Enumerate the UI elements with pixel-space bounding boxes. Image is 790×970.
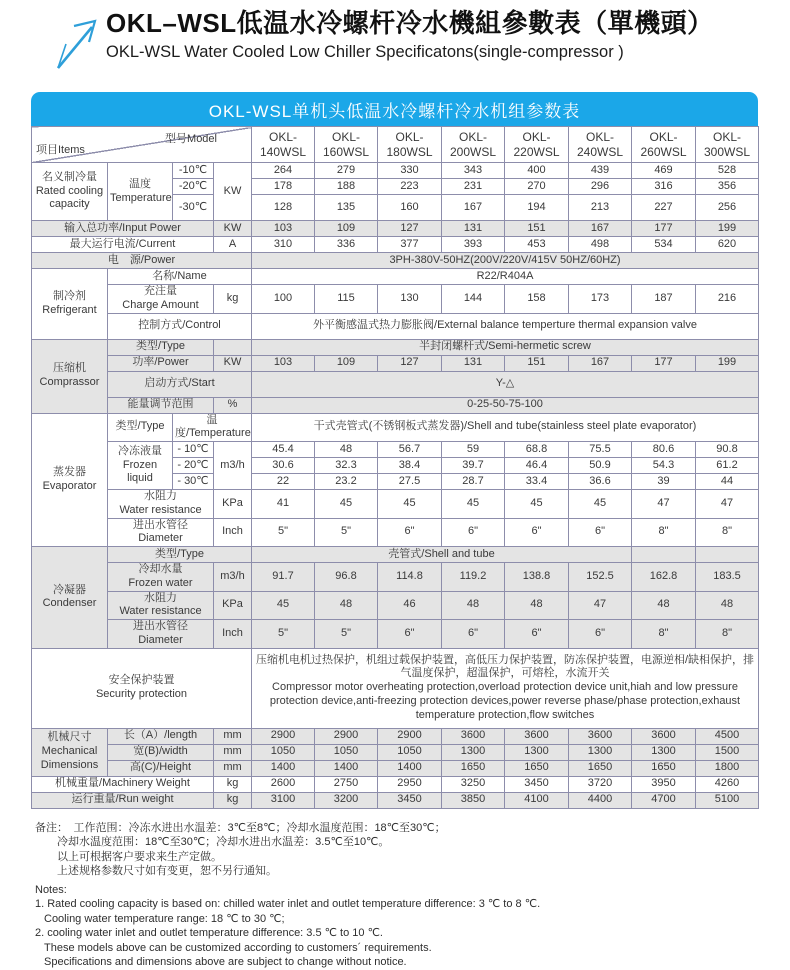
value-cell: 1800 — [696, 760, 759, 776]
value-cell: 2900 — [378, 728, 442, 744]
value-cell: 8" — [696, 620, 759, 649]
value-cell: 270 — [505, 179, 569, 195]
value-cell: 3450 — [378, 792, 442, 808]
row-label: 高(C)/Height — [108, 760, 214, 776]
value-cell: 4700 — [632, 792, 696, 808]
row-label: 类型/Type — [108, 547, 252, 563]
value-cell: 46.4 — [505, 458, 569, 474]
model-col-header: OKL- 180WSL — [378, 127, 442, 163]
value-cell: 3200 — [315, 792, 378, 808]
value-cell: 103 — [252, 221, 315, 237]
unit-cell: Inch — [214, 518, 252, 547]
page-title-zh: OKL–WSL低温水冷螺杆冷水機組參數表（單機頭） — [106, 8, 714, 38]
note-line-en: Specifications and dimensions above are subject to change without notice. — [44, 956, 407, 968]
value-cell: 167 — [569, 221, 632, 237]
value-cell: 48 — [442, 591, 505, 620]
merged-value: 0-25-50-75-100 — [252, 397, 759, 413]
value-cell: 177 — [632, 355, 696, 371]
group-label-evaporator: 蒸发器 Evaporator — [32, 413, 108, 547]
value-cell: 33.4 — [505, 474, 569, 490]
value-cell: 4400 — [569, 792, 632, 808]
value-cell: 199 — [696, 221, 759, 237]
value-cell: 96.8 — [315, 563, 378, 592]
row-label: 冷冻液量 Frozen liquid — [108, 442, 173, 490]
row-label: 宽(B)/width — [108, 744, 214, 760]
evaporator-type-row — [32, 413, 759, 442]
value-cell: 2900 — [252, 728, 315, 744]
value-cell: 2750 — [315, 776, 378, 792]
note-line-en: 1. Rated cooling capacity is based on: chilled water inlet and outlet temperature difference: 3 ℃ to 8 ℃. — [35, 898, 541, 910]
spec-sheet — [31, 92, 758, 809]
width-row — [32, 744, 759, 760]
value-cell: 5" — [252, 620, 315, 649]
row-label: 启动方式/Start — [108, 371, 252, 397]
unit-cell: KW — [214, 221, 252, 237]
group-label-capacity: 名义制冷量 Rated cooling capacity — [32, 163, 108, 221]
temp-tick: - 20℃ — [173, 458, 214, 474]
value-cell: 45 — [505, 490, 569, 519]
page-header — [0, 0, 790, 92]
value-cell: 47 — [696, 490, 759, 519]
unit-cell: Inch — [214, 620, 252, 649]
value-cell: 1300 — [569, 744, 632, 760]
value-cell: 227 — [632, 195, 696, 221]
value-cell: 6" — [505, 620, 569, 649]
compressor-type-row — [32, 339, 759, 355]
temp-tick: - 10℃ — [173, 442, 214, 458]
value-cell: 128 — [252, 195, 315, 221]
value-cell: 4100 — [505, 792, 569, 808]
model-header: 型号Model — [165, 133, 217, 145]
value-cell: 61.2 — [696, 458, 759, 474]
security-description — [252, 648, 759, 728]
energy-range-row — [32, 397, 759, 413]
note-line-zh: 冷却水温度范围：18℃至30℃；冷却水进出水温差：3.5℃至10℃。 — [57, 836, 390, 848]
value-cell: 8" — [696, 518, 759, 547]
value-cell: 167 — [442, 195, 505, 221]
power-supply-row — [32, 253, 759, 269]
group-label-refrigerant: 制冷剂 Refrigerant — [32, 269, 108, 340]
value-cell: 22 — [252, 474, 315, 490]
value-cell: 3600 — [442, 728, 505, 744]
group-label-security: 安全保护装置 Security protection — [32, 648, 252, 728]
value-cell: 8" — [632, 620, 696, 649]
value-cell: 343 — [442, 163, 505, 179]
note-line-en: Cooling water temperature range: 18 ℃ to 30 ℃; — [44, 912, 285, 925]
value-cell: 1650 — [632, 760, 696, 776]
value-cell: 130 — [378, 285, 442, 314]
value-cell: 3600 — [505, 728, 569, 744]
value-cell: 5100 — [696, 792, 759, 808]
value-cell: 59 — [442, 442, 505, 458]
security-row — [32, 648, 759, 728]
model-col-header: OKL- 140WSL — [252, 127, 315, 163]
value-cell: 158 — [505, 285, 569, 314]
value-cell: 45 — [378, 490, 442, 519]
model-col-header: OKL- 240WSL — [569, 127, 632, 163]
row-label: 最大运行电流/Current — [32, 237, 214, 253]
row-label: 名称/Name — [108, 269, 252, 285]
value-cell: 48 — [505, 591, 569, 620]
unit-cell: % — [214, 397, 252, 413]
value-cell: 48 — [632, 591, 696, 620]
group-label-dimensions: 机械尺寸 Mechanical Dimensions — [32, 728, 108, 776]
value-cell: 6" — [442, 620, 505, 649]
row-label: 水阻力 Water resistance — [108, 490, 214, 519]
value-cell: 36.6 — [569, 474, 632, 490]
value-cell: 91.7 — [252, 563, 315, 592]
value-cell: 138.8 — [505, 563, 569, 592]
unit-cell: kg — [214, 776, 252, 792]
value-cell: 6" — [378, 620, 442, 649]
note-line-en: These models above can be customized according to customers´ requirements. — [44, 941, 432, 954]
unit-cell: mm — [214, 760, 252, 776]
unit-cell: KPa — [214, 490, 252, 519]
value-cell: 213 — [569, 195, 632, 221]
value-cell: 528 — [696, 163, 759, 179]
empty-cell — [696, 547, 759, 563]
value-cell: 32.3 — [315, 458, 378, 474]
temp-label: 温度 Temperature — [108, 163, 173, 221]
evap-resistance-row — [32, 490, 759, 519]
merged-value: 壳管式/Shell and tube — [252, 547, 632, 563]
value-cell: 47 — [569, 591, 632, 620]
value-cell: 54.3 — [632, 458, 696, 474]
value-cell: 45 — [315, 490, 378, 519]
value-cell: 3250 — [442, 776, 505, 792]
value-cell: 6" — [378, 518, 442, 547]
row-label: 输入总功率/Input Power — [32, 221, 214, 237]
value-cell: 48 — [696, 591, 759, 620]
note-line-zh: 以上可根据客户要求来生产定做。 — [57, 850, 222, 863]
value-cell: 1400 — [252, 760, 315, 776]
height-row — [32, 760, 759, 776]
value-cell: 256 — [696, 195, 759, 221]
value-cell: 80.6 — [632, 442, 696, 458]
value-cell: 109 — [315, 221, 378, 237]
value-cell: 39.7 — [442, 458, 505, 474]
value-cell: 131 — [442, 221, 505, 237]
value-cell: 162.8 — [632, 563, 696, 592]
unit-cell: KW — [214, 163, 252, 221]
row-label: 长（A）/length — [108, 728, 214, 744]
unit-cell: kg — [214, 285, 252, 314]
value-cell: 330 — [378, 163, 442, 179]
value-cell: 152.5 — [569, 563, 632, 592]
value-cell: 2900 — [315, 728, 378, 744]
value-cell: 2600 — [252, 776, 315, 792]
value-cell: 41 — [252, 490, 315, 519]
value-cell: 316 — [632, 179, 696, 195]
cond-resistance-row — [32, 591, 759, 620]
value-cell: 5" — [252, 518, 315, 547]
value-cell: 56.7 — [378, 442, 442, 458]
value-cell: 47 — [632, 490, 696, 519]
value-cell: 173 — [569, 285, 632, 314]
note-line-en: Notes: — [35, 883, 67, 896]
value-cell: 90.8 — [696, 442, 759, 458]
row-label: 进出水管径 Diameter — [108, 620, 214, 649]
value-cell: 48 — [315, 442, 378, 458]
refrigerant-name-row — [32, 269, 759, 285]
row-label: 充注量 Charge Amount — [108, 285, 214, 314]
value-cell: 4500 — [696, 728, 759, 744]
value-cell: 27.5 — [378, 474, 442, 490]
note-line-zh: 备注： 工作范围：冷冻水进出水温差：3℃至8℃；冷却水温度范围：18℃至30℃； — [35, 821, 446, 834]
input-power-row — [32, 221, 759, 237]
row-label: 电 源/Power — [32, 253, 252, 269]
value-cell: 3720 — [569, 776, 632, 792]
temp-tick: -30℃ — [173, 195, 214, 221]
value-cell: 28.7 — [442, 474, 505, 490]
length-row — [32, 728, 759, 744]
value-cell: 1300 — [632, 744, 696, 760]
value-cell: 620 — [696, 237, 759, 253]
capacity-row-10 — [32, 163, 759, 179]
corner-cell — [32, 127, 252, 163]
value-cell: 1050 — [378, 744, 442, 760]
value-cell: 45 — [442, 490, 505, 519]
value-cell: 469 — [632, 163, 696, 179]
machinery-weight-row — [32, 776, 759, 792]
frozen-liquid-row-10 — [32, 442, 759, 458]
value-cell: 151 — [505, 221, 569, 237]
value-cell: 1400 — [378, 760, 442, 776]
unit-cell: kg — [214, 792, 252, 808]
value-cell: 3600 — [632, 728, 696, 744]
value-cell: 1050 — [315, 744, 378, 760]
model-header-row — [32, 127, 759, 163]
merged-value: 3PH-380V-50HZ(200V/220V/415V 50HZ/60HZ) — [252, 253, 759, 269]
group-label-compressor: 压缩机 Comprassor — [32, 339, 108, 413]
current-row — [32, 237, 759, 253]
value-cell: 356 — [696, 179, 759, 195]
value-cell: 103 — [252, 355, 315, 371]
model-col-header: OKL- 300WSL — [696, 127, 759, 163]
temp-tick: -20℃ — [173, 179, 214, 195]
value-cell: 3850 — [442, 792, 505, 808]
unit-cell: m3/h — [214, 442, 252, 490]
merged-value: Y-△ — [252, 371, 759, 397]
value-cell: 160 — [378, 195, 442, 221]
security-text-en: Compressor motor overheating protection,overload protection device unit,hiah and low pressure protection device,anti-freezing protection devices,power reverse phase/phase protection,exhaust temperature protection,flow switches — [269, 681, 741, 721]
value-cell: 1500 — [696, 744, 759, 760]
value-cell: 1650 — [569, 760, 632, 776]
value-cell: 46 — [378, 591, 442, 620]
value-cell: 5" — [315, 518, 378, 547]
temp-tick: - 30℃ — [173, 474, 214, 490]
value-cell: 2950 — [378, 776, 442, 792]
row-label: 温度/Temperature — [173, 413, 252, 442]
row-label: 类型/Type — [108, 339, 214, 355]
unit-cell: A — [214, 237, 252, 253]
row-label: 进出水管径 Diameter — [108, 518, 214, 547]
value-cell: 264 — [252, 163, 315, 179]
value-cell: 1650 — [442, 760, 505, 776]
value-cell: 8" — [632, 518, 696, 547]
compressor-power-row — [32, 355, 759, 371]
table-title-bar — [31, 92, 758, 126]
run-weight-row — [32, 792, 759, 808]
value-cell: 135 — [315, 195, 378, 221]
value-cell: 400 — [505, 163, 569, 179]
value-cell: 114.8 — [378, 563, 442, 592]
row-label: 控制方式/Control — [108, 313, 252, 339]
value-cell: 498 — [569, 237, 632, 253]
value-cell: 44 — [696, 474, 759, 490]
value-cell: 100 — [252, 285, 315, 314]
value-cell: 183.5 — [696, 563, 759, 592]
note-line-zh: 上述规格参数尺寸如有变更，恕不另行通知。 — [57, 865, 277, 877]
value-cell: 127 — [378, 355, 442, 371]
merged-value: 干式壳管式(不锈钢板式蒸发器)/Shell and tube(stainless steel plate evaporator) — [252, 413, 759, 442]
value-cell: 39 — [632, 474, 696, 490]
value-cell: 336 — [315, 237, 378, 253]
unit-cell: mm — [214, 744, 252, 760]
unit-cell: mm — [214, 728, 252, 744]
value-cell: 151 — [505, 355, 569, 371]
value-cell: 127 — [378, 221, 442, 237]
value-cell: 1300 — [442, 744, 505, 760]
value-cell: 439 — [569, 163, 632, 179]
value-cell: 216 — [696, 285, 759, 314]
temp-tick: -10℃ — [173, 163, 214, 179]
value-cell: 45.4 — [252, 442, 315, 458]
value-cell: 231 — [442, 179, 505, 195]
value-cell: 119.2 — [442, 563, 505, 592]
row-label: 功率/Power — [108, 355, 214, 371]
empty-cell — [632, 547, 696, 563]
model-col-header: OKL- 220WSL — [505, 127, 569, 163]
merged-value: 半封闭螺杆式/Semi-hermetic screw — [252, 339, 759, 355]
value-cell: 223 — [378, 179, 442, 195]
value-cell: 38.4 — [378, 458, 442, 474]
value-cell: 188 — [315, 179, 378, 195]
value-cell: 45 — [569, 490, 632, 519]
value-cell: 115 — [315, 285, 378, 314]
unit-cell — [214, 339, 252, 355]
group-label-condenser: 冷凝器 Condenser — [32, 547, 108, 649]
brand-arrow-icon — [52, 14, 100, 72]
value-cell: 296 — [569, 179, 632, 195]
value-cell: 144 — [442, 285, 505, 314]
cooling-water-row — [32, 563, 759, 592]
value-cell: 177 — [632, 221, 696, 237]
value-cell: 48 — [315, 591, 378, 620]
value-cell: 3100 — [252, 792, 315, 808]
value-cell: 6" — [569, 518, 632, 547]
value-cell: 453 — [505, 237, 569, 253]
cond-diameter-row — [32, 620, 759, 649]
value-cell: 1050 — [252, 744, 315, 760]
value-cell: 45 — [252, 591, 315, 620]
value-cell: 23.2 — [315, 474, 378, 490]
unit-cell: KW — [214, 355, 252, 371]
value-cell: 3950 — [632, 776, 696, 792]
value-cell: 178 — [252, 179, 315, 195]
spec-table — [31, 126, 759, 809]
row-label: 机械重量/Machinery Weight — [32, 776, 214, 792]
value-cell: 6" — [569, 620, 632, 649]
value-cell: 377 — [378, 237, 442, 253]
value-cell: 4260 — [696, 776, 759, 792]
model-col-header: OKL- 260WSL — [632, 127, 696, 163]
value-cell: 30.6 — [252, 458, 315, 474]
table-title: OKL-WSL单机头低温水冷螺杆冷水机组参数表 — [208, 101, 581, 121]
note-line-en: 2. cooling water inlet and outlet temperature difference: 3.5 ℃ to 10 ℃. — [35, 927, 383, 939]
value-cell: 310 — [252, 237, 315, 253]
value-cell: 68.8 — [505, 442, 569, 458]
value-cell: 6" — [505, 518, 569, 547]
value-cell: 1650 — [505, 760, 569, 776]
security-text-zh: 压缩机电机过热保护，机组过载保护装置，高低压力保护装置，防冻保护装置，电源逆相/缺相保护，排气温度保护，超温保护，可熔栓，水流开关 — [255, 653, 755, 680]
value-cell: 3600 — [569, 728, 632, 744]
page-title-en: OKL-WSL Water Cooled Low Chiller Specificatons(single-compressor ) — [106, 43, 624, 61]
evap-diameter-row — [32, 518, 759, 547]
value-cell: 534 — [632, 237, 696, 253]
value-cell: 187 — [632, 285, 696, 314]
value-cell: 75.5 — [569, 442, 632, 458]
value-cell: 131 — [442, 355, 505, 371]
condenser-type-row — [32, 547, 759, 563]
value-cell: 1300 — [505, 744, 569, 760]
value-cell: 1400 — [315, 760, 378, 776]
value-cell: 50.9 — [569, 458, 632, 474]
value-cell: 109 — [315, 355, 378, 371]
model-col-header: OKL- 200WSL — [442, 127, 505, 163]
notes-section — [35, 821, 790, 970]
control-row — [32, 313, 759, 339]
items-header: 项目Items — [36, 144, 85, 157]
value-cell: 167 — [569, 355, 632, 371]
row-label: 冷却水量 Frozen water — [108, 563, 214, 592]
unit-cell: m3/h — [214, 563, 252, 592]
merged-value: 外平衡感温式热力膨胀阀/External balance temperture thermal expansion valve — [252, 313, 759, 339]
value-cell: 3450 — [505, 776, 569, 792]
merged-value: R22/R404A — [252, 269, 759, 285]
value-cell: 199 — [696, 355, 759, 371]
value-cell: 194 — [505, 195, 569, 221]
row-label: 能量调节范围 — [108, 397, 214, 413]
row-label: 类型/Type — [108, 413, 173, 442]
value-cell: 6" — [442, 518, 505, 547]
value-cell: 5" — [315, 620, 378, 649]
value-cell: 393 — [442, 237, 505, 253]
unit-cell: KPa — [214, 591, 252, 620]
charge-row — [32, 285, 759, 314]
row-label: 水阻力 Water resistance — [108, 591, 214, 620]
model-col-header: OKL- 160WSL — [315, 127, 378, 163]
row-label: 运行重量/Run weight — [32, 792, 214, 808]
value-cell: 279 — [315, 163, 378, 179]
start-mode-row — [32, 371, 759, 397]
